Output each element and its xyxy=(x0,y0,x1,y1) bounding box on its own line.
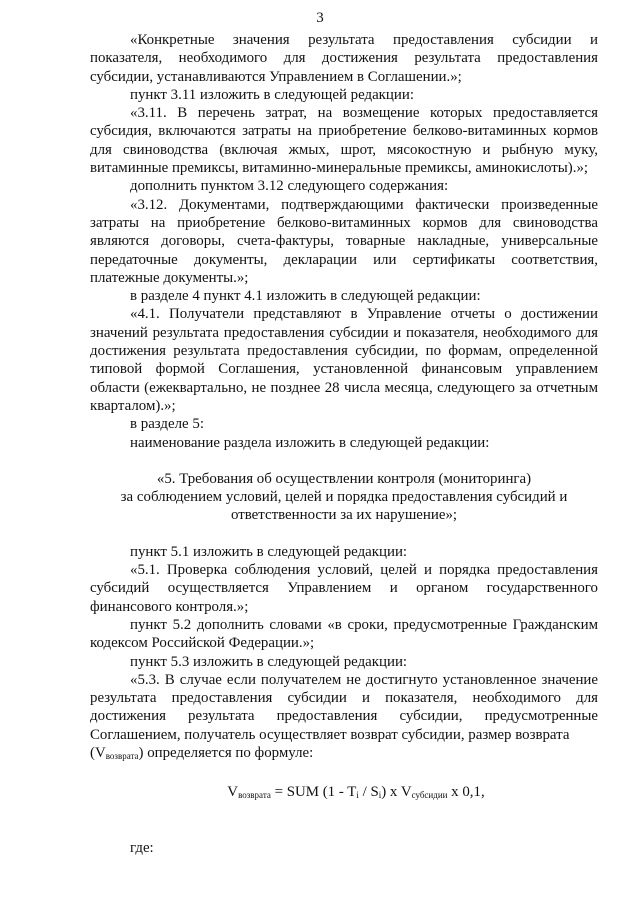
paragraph: в разделе 5: xyxy=(130,416,204,433)
paragraph: пункт 5.3 изложить в следующей редакции: xyxy=(130,653,408,670)
paragraph: «5.1. Проверка соблюдения условий, целей и порядка предоставления субсидий осуществляется Управлением и органом государственного финансового контроля.»; xyxy=(90,562,598,615)
formula: $V_{возврата}$ = SUM $(1 - T_i / S_i)$ x $V_{субсидии}$ x 0,1, xyxy=(227,784,485,801)
paragraph: дополнить пунктом 3.12 следующего содержания: xyxy=(130,178,449,195)
paragraph: «Конкретные значения результата предоставления субсидии и показателя, необходимого для достижения результата предоставления субсидии, устанавливаются Управлением в Соглашении.»; xyxy=(90,32,598,85)
section-title-line: за соблюдением условий, целей и порядка предоставления субсидий и xyxy=(120,489,568,506)
document-body xyxy=(90,31,598,857)
paragraph: пункт 5.2 дополнить словами «в сроки, предусмотренные Гражданским кодексом Российской Федерации.»; xyxy=(90,616,598,652)
closing-text: где: xyxy=(130,839,154,856)
paragraph: «3.11. В перечень затрат, на возмещение которых предоставляется субсидия, включаются затраты на приобретение белково-витаминных кормов для свиноводства (включая жмых, шрот, мясокостную и рыбную муку, витаминные премиксы, витаминно-минеральные премиксы, аминокислоты).»; xyxy=(90,105,598,177)
paragraph: пункт 3.11 изложить в следующей редакции: xyxy=(130,86,414,103)
paragraph: «3.12. Документами, подтверждающими фактически произведенные затраты на приобретение белково-витаминных кормов для свиноводства являются договоры, счета-фактуры, товарные накладные, универсальные передаточные документы, декларации или сертификаты соответствия, платежные документы.»; xyxy=(90,196,598,286)
paragraph: «4.1. Получатели представляют в Управление отчеты о достижении значений результата предоставления субсидии и показателя, необходимого для достижения результата предоставления субсидии, по формам, определенной типовой формой Соглашения, установленной финансовым управлением области (ежеквартально, не позднее 28 числа месяца, следующего за отчетным кварталом).»; xyxy=(90,306,598,414)
paragraph: в разделе 4 пункт 4.1 изложить в следующей редакции: xyxy=(130,288,481,305)
paragraph: «5.3. В случае если получателем не достигнуто установленное значение результата предоставления субсидии и показателя, необходимого для достижения результата предоставления субсидии, предусмотренные Соглашением, получатель осуществляет возврат субсидии, размер возврата xyxy=(90,671,598,743)
section-title-line: «5. Требования об осуществлении контроля (мониторинга) xyxy=(156,470,532,487)
paragraph: пункт 5.1 изложить в следующей редакции: xyxy=(130,543,408,560)
paragraph-end: $(V_{возврата})$ определяется по формуле: xyxy=(90,744,314,761)
section-title-line: ответственности за их нарушение»; xyxy=(230,507,458,524)
page-number: 3 xyxy=(316,10,324,26)
paragraph: наименование раздела изложить в следующей редакции: xyxy=(130,434,490,451)
